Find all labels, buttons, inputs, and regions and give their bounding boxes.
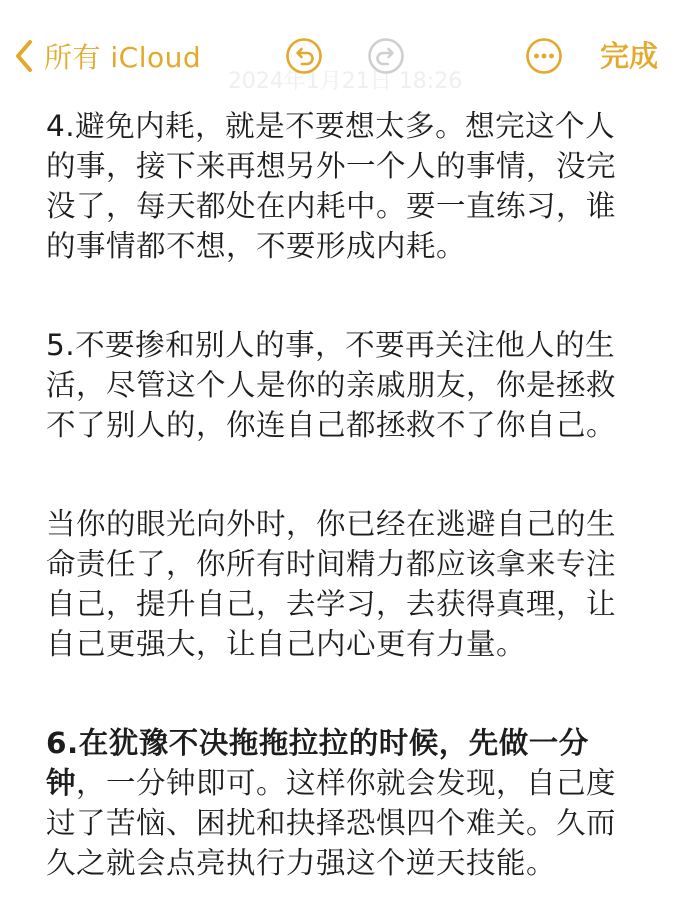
toolbar — [0, 0, 690, 110]
done-button[interactable]: 完成 — [600, 39, 659, 73]
text-line: 自己，提升自己，去学习，去获得真理，让 — [46, 587, 617, 621]
text-line: 没了，每天都处在内耗中。要一直练习，谁 — [46, 189, 617, 223]
paragraph-6 — [46, 723, 636, 883]
undo-icon — [285, 60, 323, 79]
more-icon — [525, 60, 563, 79]
paragraph-4 — [46, 106, 636, 266]
text-line: 过了苦恼、困扰和抉择恐惧四个难关。久而 — [46, 806, 617, 840]
text-line: 命责任了，你所有时间精力都应该拿来专注 — [46, 547, 617, 581]
paragraph-gap — [46, 266, 636, 325]
redo-button[interactable] — [367, 37, 405, 75]
paragraph-extra — [46, 504, 636, 664]
more-button[interactable] — [525, 37, 563, 75]
redo-icon — [367, 60, 405, 79]
note-body[interactable] — [46, 106, 636, 883]
paragraph-gap — [46, 664, 636, 723]
text-line: 4.避免内耗，就是不要想太多。想完这个人 — [46, 109, 616, 143]
text-line: 的事情都不想，不要形成内耗。 — [46, 229, 467, 263]
chevron-left-icon — [14, 39, 34, 73]
text-line: 当你的眼光向外时，你已经在逃避自己的生 — [46, 507, 617, 541]
text-line: 活，尽管这个人是你的亲戚朋友，你是拯救 — [46, 368, 617, 402]
text-line: 自己更强大，让自己内心更有力量。 — [46, 627, 527, 661]
paragraph-gap — [46, 445, 636, 504]
text-line: 不了别人的，你连自己都拯救不了你自己。 — [46, 408, 617, 442]
undo-button[interactable] — [285, 37, 323, 75]
text-line-mixed — [46, 763, 636, 803]
text-line: 久之就会点亮执行力强这个逆天技能。 — [46, 846, 557, 880]
back-button[interactable] — [14, 34, 201, 78]
paragraph-5 — [46, 325, 636, 445]
text-line: 5.不要掺和别人的事，不要再关注他人的生 — [46, 328, 616, 362]
plain-text: ，一分钟即可。这样你就会发现，自己度 — [76, 766, 617, 800]
note-timestamp: 2024年1月21日 18:26 — [227, 69, 463, 94]
back-button-label: 所有 iCloud — [44, 41, 202, 74]
bold-text: 钟 — [46, 766, 77, 800]
text-line: 的事，接下来再想另外一个人的事情，没完 — [46, 149, 617, 183]
text-line-bold: 6.在犹豫不决拖拖拉拉的时候，先做一分 — [46, 726, 589, 760]
